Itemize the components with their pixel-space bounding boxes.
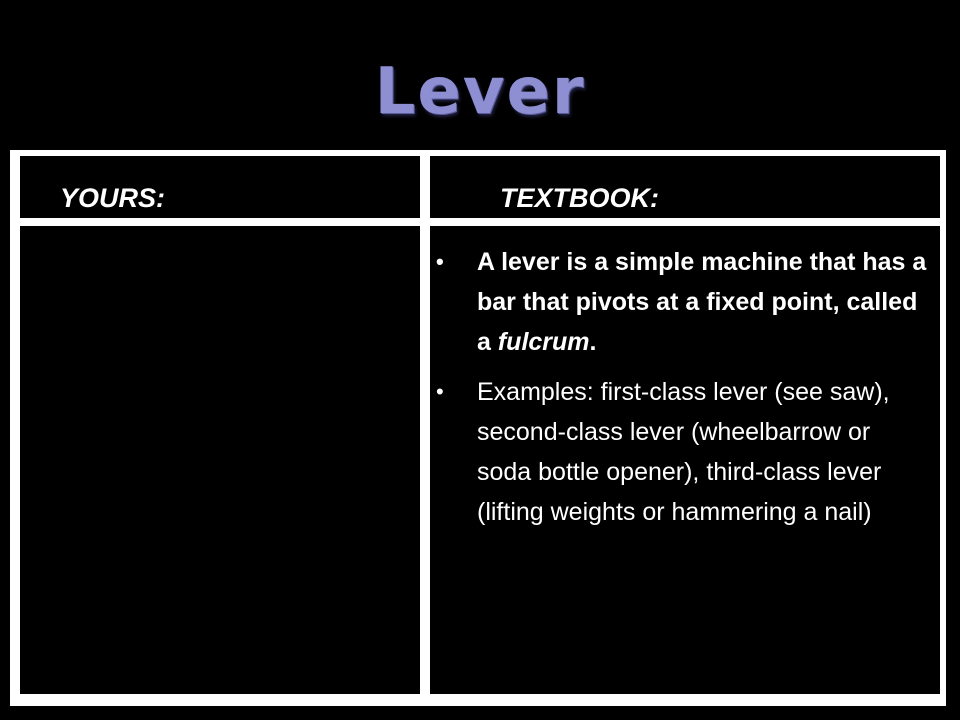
list-item-examples	[430, 372, 940, 532]
definition-text: A lever is a simple machine that has a bar that pivots at a fixed point, called a	[477, 248, 927, 356]
bullet-icon: •	[436, 379, 444, 404]
header-cell-yours	[20, 156, 420, 218]
examples-text: Examples: first-class lever (see saw), second-class lever (wheelbarrow or soda bottle opener), third-class lever (lifting weights or hammering a nail)	[477, 378, 890, 526]
textbook-definition-cell	[430, 226, 940, 694]
header-textbook-label: TEXTBOOK:	[500, 183, 659, 213]
slide-title: Lever	[374, 55, 586, 129]
header-cell-textbook	[430, 156, 940, 218]
comparison-table	[10, 150, 946, 706]
bullet-icon: •	[436, 249, 444, 274]
yours-answer-cell[interactable]	[20, 226, 420, 694]
header-yours-label: YOURS:	[60, 183, 166, 213]
definition-period: .	[589, 328, 597, 356]
list-item-definition	[430, 242, 940, 362]
textbook-bullet-list	[430, 242, 940, 542]
fulcrum-term: fulcrum	[497, 328, 590, 356]
